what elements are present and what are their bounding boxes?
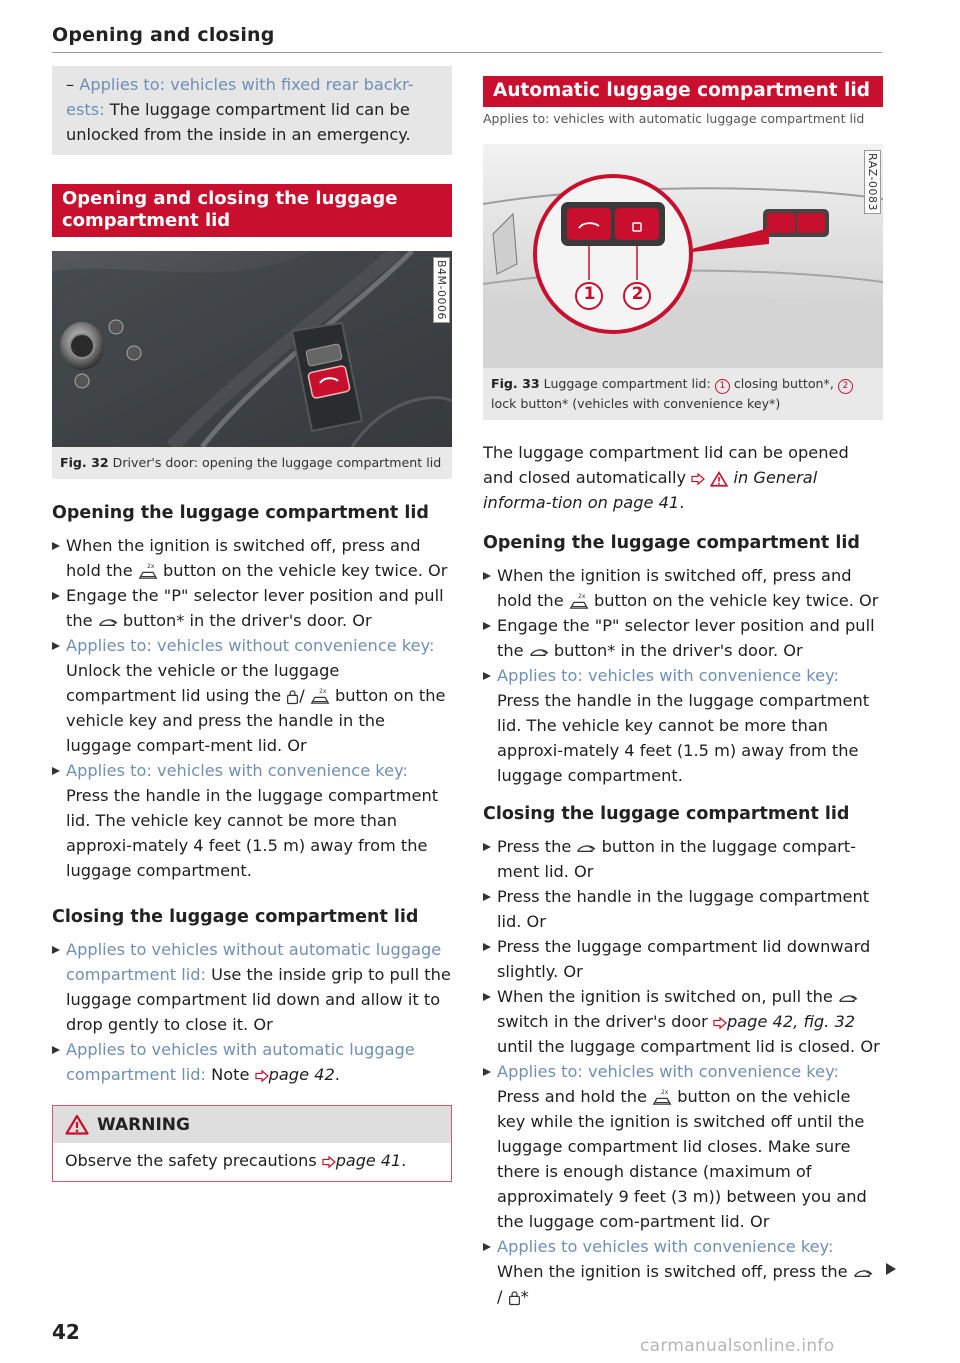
fig33-image — [483, 144, 883, 368]
running-header: Opening and closing — [52, 24, 275, 46]
warning-box — [52, 1105, 452, 1182]
callout-1: 1 — [583, 284, 596, 304]
list-item: Press the button in the luggage compart-ment lid. Or — [483, 834, 883, 884]
warning-body: Observe the safety precautions page 41. — [65, 1151, 407, 1170]
fig33-label: Fig. 33 — [491, 376, 540, 391]
list-item: Applies to: vehicles without convenience key: Unlock the vehicle or the luggage compartment lid using the / button on the vehicle key and press the handle in the luggage compart-ment lid. Or — [52, 633, 452, 758]
list-item: Applies to vehicles with automatic luggage compartment lid: Note page 42. — [52, 1037, 452, 1087]
arrow-right-icon — [255, 1070, 269, 1082]
applies-note: Applies to: vehicles with fixed rear backr-ests: — [66, 75, 414, 119]
trunk-lid-icon — [529, 646, 549, 658]
callout-2: 2 — [631, 284, 644, 304]
fig33-caption: Fig. 33 Luggage compartment lid: 1 closing button*, 2 lock button* (vehicles with convenience key*) — [483, 368, 883, 420]
intro-text: The luggage compartment lid can be unlocked from the inside in an emergency. — [66, 100, 411, 144]
fig32-code: B4M-0006 — [433, 257, 450, 323]
opening-heading: Opening the luggage compartment lid — [52, 503, 429, 523]
list-item: Press the handle in the luggage compartment lid. Or — [483, 884, 883, 934]
lock-icon — [286, 689, 299, 705]
callout-ref-2: 2 — [838, 379, 853, 394]
left-column — [52, 66, 452, 1182]
watermark: carmanualsonline.info — [640, 1336, 835, 1356]
list-item: When the ignition is switched off, press and hold the button on the vehicle key twice. Or — [483, 563, 883, 613]
arrow-right-icon — [691, 473, 705, 485]
page-number: 42 — [52, 1320, 80, 1344]
continue-arrow-icon — [884, 1262, 898, 1276]
callout-ref-1: 1 — [715, 379, 730, 394]
list-item: Engage the "P" selector lever position and pull the button* in the driver's door. Or — [52, 583, 452, 633]
page-link[interactable]: page 41 — [335, 1151, 402, 1170]
list-item: When the ignition is switched off, press and hold the button on the vehicle key twice. Or — [52, 533, 452, 583]
right-column — [483, 76, 883, 1309]
closing-list — [52, 937, 452, 1087]
fig32-caption — [52, 447, 452, 479]
list-item: Applies to vehicles with convenience key: When the ignition is switched off, press the / * — [483, 1234, 883, 1309]
list-item: Applies to: vehicles with convenience key: Press the handle in the luggage compartment lid. The vehicle key cannot be more than approxi-mately 4 feet (1.5 m) away from the luggage compartment. — [52, 758, 452, 883]
fig32-image — [52, 251, 452, 447]
section-heading-line2: compartment lid — [62, 210, 231, 231]
trunk-key-icon — [138, 562, 158, 581]
trunk-lid-icon — [576, 842, 596, 854]
closing-heading: Closing the luggage compartment lid — [52, 907, 419, 927]
fig33-code: RAZ-0083 — [864, 150, 881, 214]
trunk-lid-icon — [98, 616, 118, 628]
opening-list — [52, 533, 452, 883]
fig32-caption-text: Driver's door: opening the luggage compartment lid — [112, 455, 442, 470]
page-link[interactable]: in General informa-tion on page 41 — [483, 468, 818, 512]
list-item: Applies to: vehicles with convenience key: Press and hold the button on the vehicle key while the ignition is switched off until the luggage compartment lid closes. Make sure there is enough distance (maximum of approximately 9 feet (3 m)) between you and the luggage com-partment lid. Or — [483, 1059, 883, 1234]
trunk-lid-illustration — [483, 144, 883, 368]
arrow-right-icon — [713, 1017, 727, 1029]
page-link[interactable]: page 42, fig. 32 — [726, 1012, 856, 1031]
header-rule — [52, 52, 882, 53]
right-opening-heading: Opening the luggage compartment lid — [483, 533, 860, 553]
list-item: Applies to: vehicles with convenience key: Press the handle in the luggage compartment lid. The vehicle key cannot be more than approxi-mately 4 feet (1.5 m) away from the luggage compartment. — [483, 663, 883, 788]
trunk-lid-icon — [853, 1267, 873, 1279]
lock-icon — [508, 1290, 521, 1306]
list-item: Engage the "P" selector lever position and pull the button* in the driver's door. Or — [483, 613, 883, 663]
trunk-key-icon — [652, 1088, 672, 1107]
fig32-label: Fig. 32 — [60, 455, 109, 470]
list-item: Applies to vehicles without automatic luggage compartment lid: Use the inside grip to pull the luggage compartment lid down and allow it to drop gently to close it. Or — [52, 937, 452, 1037]
door-panel-illustration — [52, 251, 452, 447]
intro-applies-box: – Applies to: vehicles with fixed rear backr-ests: The luggage compartment lid can be unlocked from the inside in an emergency. — [52, 66, 452, 155]
warning-triangle-icon — [65, 1114, 89, 1135]
right-closing-list — [483, 834, 883, 1309]
warning-triangle-icon — [710, 471, 728, 487]
warning-header — [53, 1106, 451, 1143]
right-heading: Automatic luggage compartment lid — [483, 76, 883, 107]
arrow-right-icon — [322, 1156, 336, 1168]
section-heading-line1: Opening and closing the luggage — [62, 188, 398, 209]
warning-title: WARNING — [97, 1114, 190, 1135]
trunk-key-icon — [569, 592, 589, 611]
right-applies: Applies to: vehicles with automatic luggage compartment lid — [483, 111, 865, 126]
right-opening-list — [483, 563, 883, 788]
page-link[interactable]: page 42 — [268, 1065, 335, 1084]
right-closing-heading: Closing the luggage compartment lid — [483, 804, 850, 824]
trunk-lid-icon — [838, 992, 858, 1004]
list-item: Press the luggage compartment lid downward slightly. Or — [483, 934, 883, 984]
section-heading — [52, 184, 452, 237]
list-item: When the ignition is switched on, pull the switch in the driver's door page 42, fig. 32 until the luggage compartment lid is closed. Or — [483, 984, 883, 1059]
trunk-key-icon — [310, 687, 330, 706]
right-intro: The luggage compartment lid can be opened and closed automatically in General informa-tion on page 41. — [483, 443, 849, 512]
